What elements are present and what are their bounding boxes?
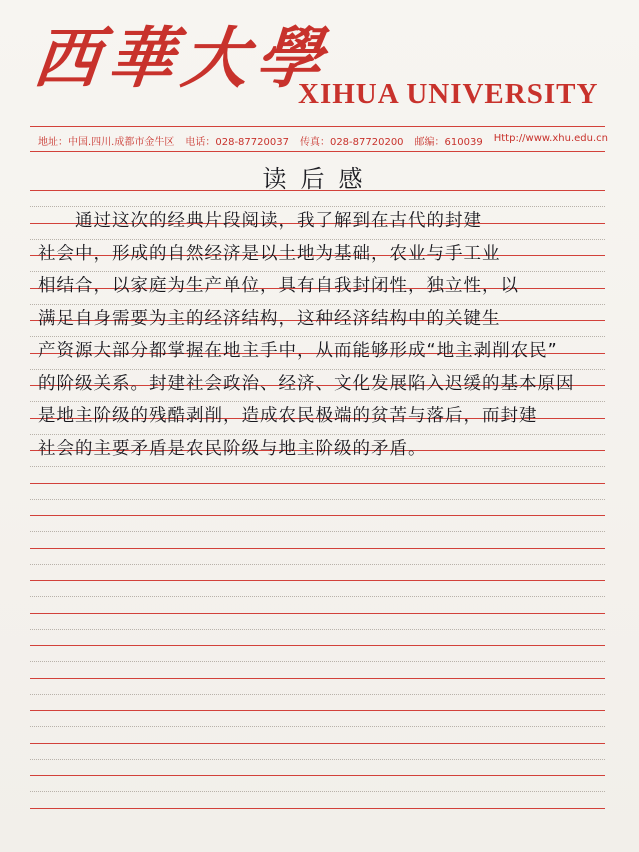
guide-line <box>30 629 605 630</box>
contact-address: 地址：中国.四川.成都市金牛区 <box>38 137 175 148</box>
guide-line <box>30 466 605 467</box>
ruled-line <box>30 678 605 679</box>
text-line: 相结合，以家庭为生产单位，具有自我封闭性，独立性，以 <box>38 276 519 296</box>
ruled-line <box>30 743 605 744</box>
guide-line <box>30 499 605 500</box>
document-title: 读后感 <box>262 165 377 193</box>
ruled-line <box>30 808 605 809</box>
ruled-line <box>30 483 605 484</box>
ruled-line <box>30 548 605 549</box>
guide-line <box>30 239 605 240</box>
contact-website: Http://www.xhu.edu.cn <box>493 133 608 144</box>
guide-line <box>30 726 605 727</box>
text-line: 社会的主要矛盾是农民阶级与地主阶级的矛盾。 <box>38 439 427 459</box>
guide-line <box>30 401 605 402</box>
university-logo-chinese: 西華大學 <box>29 19 335 97</box>
ruled-line <box>30 580 605 581</box>
guide-line <box>30 206 605 207</box>
ruled-line <box>30 645 605 646</box>
header-rule-bottom <box>30 151 605 152</box>
text-line: 的阶级关系。封建社会政治、经济、文化发展陷入迟缓的基本原因 <box>38 374 575 394</box>
guide-line <box>30 791 605 792</box>
text-line: 产资源大部分都掌握在地主手中，从而能够形成“地主剥削农民” <box>38 341 558 361</box>
guide-line <box>30 271 605 272</box>
university-logo-english: XIHUA UNIVERSITY <box>298 78 599 110</box>
guide-line <box>30 336 605 337</box>
header-rule-top <box>30 126 605 127</box>
contact-fax: 传真：028-87720200 <box>299 137 404 148</box>
guide-line <box>30 694 605 695</box>
guide-line <box>30 596 605 597</box>
guide-line <box>30 564 605 565</box>
contact-phone: 电话：028-87720037 <box>185 137 289 148</box>
guide-line <box>30 369 605 370</box>
guide-line <box>30 304 605 305</box>
text-line: 通过这次的经典片段阅读，我了解到在古代的封建 <box>38 211 482 231</box>
guide-line <box>30 434 605 435</box>
ruled-line <box>30 613 605 614</box>
text-line: 是地主阶级的残酷剥削，造成农民极端的贫苦与落后，而封建 <box>38 406 538 426</box>
ruled-line <box>30 710 605 711</box>
ruled-line <box>30 775 605 776</box>
guide-line <box>30 759 605 760</box>
text-line: 社会中，形成的自然经济是以土地为基础，农业与手工业 <box>38 244 501 264</box>
ruled-line <box>30 515 605 516</box>
text-line: 满足自身需要为主的经济结构，这种经济结构中的关键生 <box>38 309 501 329</box>
guide-line <box>30 531 605 532</box>
contact-info-bar <box>38 133 608 148</box>
guide-line <box>30 661 605 662</box>
contact-postcode: 邮编：610039 <box>414 137 483 148</box>
